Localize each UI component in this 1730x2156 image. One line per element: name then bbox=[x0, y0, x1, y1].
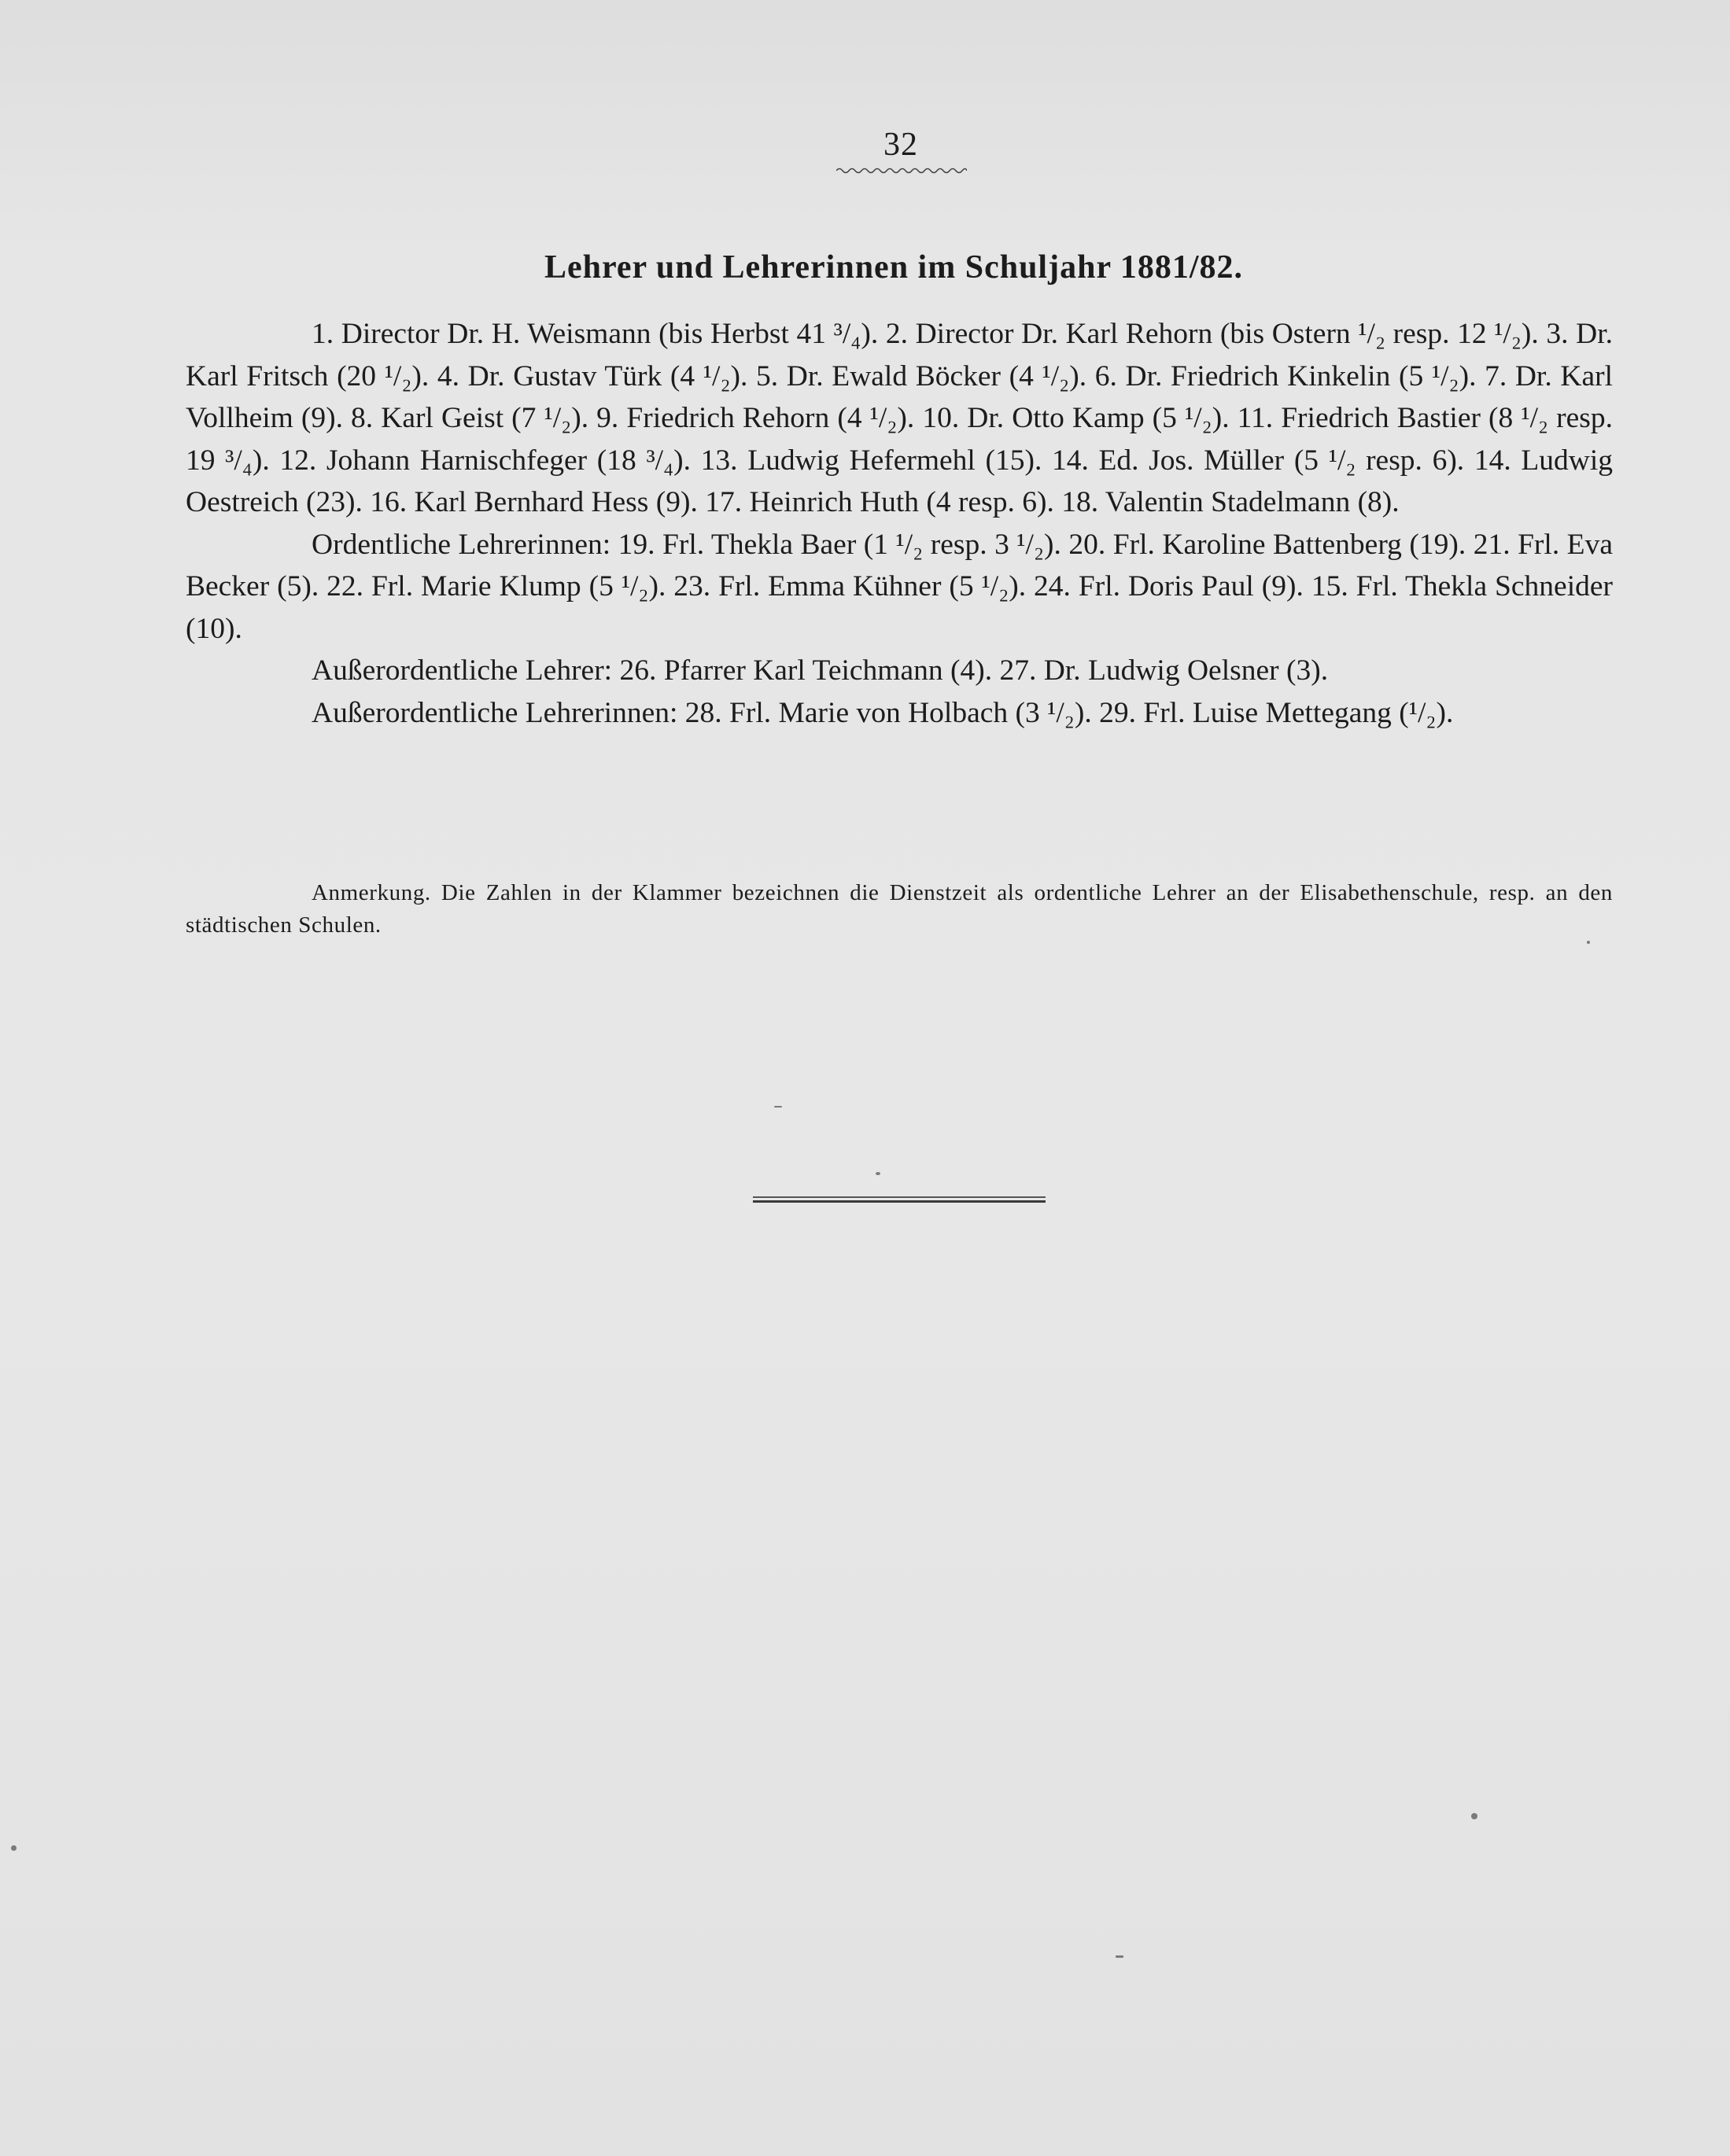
staff-list bbox=[186, 313, 1613, 734]
section-title: Lehrer und Lehrerinnen im Schuljahr 1881/82. bbox=[544, 249, 1243, 286]
footnote-text: Anmerkung. Die Zahlen in der Klammer bezeichnen die Dienstzeit als ordentliche Lehrer an der Elisabethenschule, resp. an den städtischen Schulen. bbox=[186, 880, 1613, 938]
footnote bbox=[186, 877, 1613, 942]
paragraph-extraordinary-female-teachers: Außerordentliche Lehrerinnen: 28. Frl. Marie von Holbach (3 ¹/₂). 29. Frl. Luise Mettegang (¹/₂). bbox=[312, 696, 1454, 729]
double-rule-divider bbox=[753, 1196, 1046, 1203]
wavy-ornament-icon bbox=[836, 167, 967, 175]
paragraph-female-teachers: Ordentliche Lehrerinnen: 19. Frl. Thekla Baer (1 ¹/₂ resp. 3 ¹/₂). 20. Frl. Karoline Battenberg (19). 21. Frl. Eva Becker (5). 22. Frl. Marie Klump (5 ¹/₂). 23. Frl. Emma Kühner (5 ¹/₂). 24. Frl. Doris Paul (9). 15. Frl. Thekla Schneider (10). bbox=[186, 528, 1613, 645]
paragraph-extraordinary-teachers: Außerordentliche Lehrer: 26. Pfarrer Karl Teichmann (4). 27. Dr. Ludwig Oelsner (3). bbox=[312, 654, 1329, 687]
paper-speck bbox=[1116, 1955, 1123, 1958]
paragraph-teachers: 1. Director Dr. H. Weismann (bis Herbst 41 ³/₄). 2. Director Dr. Karl Rehorn (bis Ostern ¹/₂ resp. 12 ¹/₂). 3. Dr. Karl Fritsch (20 ¹/₂). 4. Dr. Gustav Türk (4 ¹/₂). 5. Dr. Ewald Böcker (4 ¹/₂). 6. Dr. Friedrich Kinkelin (5 ¹/₂). 7. Dr. Karl Vollheim (9). 8. Karl Geist (7 ¹/₂). 9. Friedrich Rehorn (4 ¹/₂). 10. Dr. Otto Kamp (5 ¹/₂). 11. Friedrich Bastier (8 ¹/₂ resp. 19 ³/₄). 12. Johann Harnischfeger (18 ³/₄). 13. Ludwig Hefermehl (15). 14. Ed. Jos. Müller (5 ¹/₂ resp. 6). 14. Ludwig Oestreich (23). 16. Karl Bernhard Hess (9). 17. Heinrich Huth (4 resp. 6). 18. Valentin Stadelmann (8). bbox=[186, 318, 1613, 518]
paper-speck bbox=[1471, 1813, 1477, 1819]
rule-line-top bbox=[753, 1196, 1046, 1198]
paper-speck bbox=[1587, 941, 1590, 944]
paper-speck bbox=[11, 1845, 17, 1851]
rule-line-bottom bbox=[753, 1200, 1046, 1203]
page-number: 32 bbox=[883, 127, 918, 163]
paper-speck bbox=[774, 1106, 782, 1107]
paper-speck bbox=[876, 1172, 880, 1175]
